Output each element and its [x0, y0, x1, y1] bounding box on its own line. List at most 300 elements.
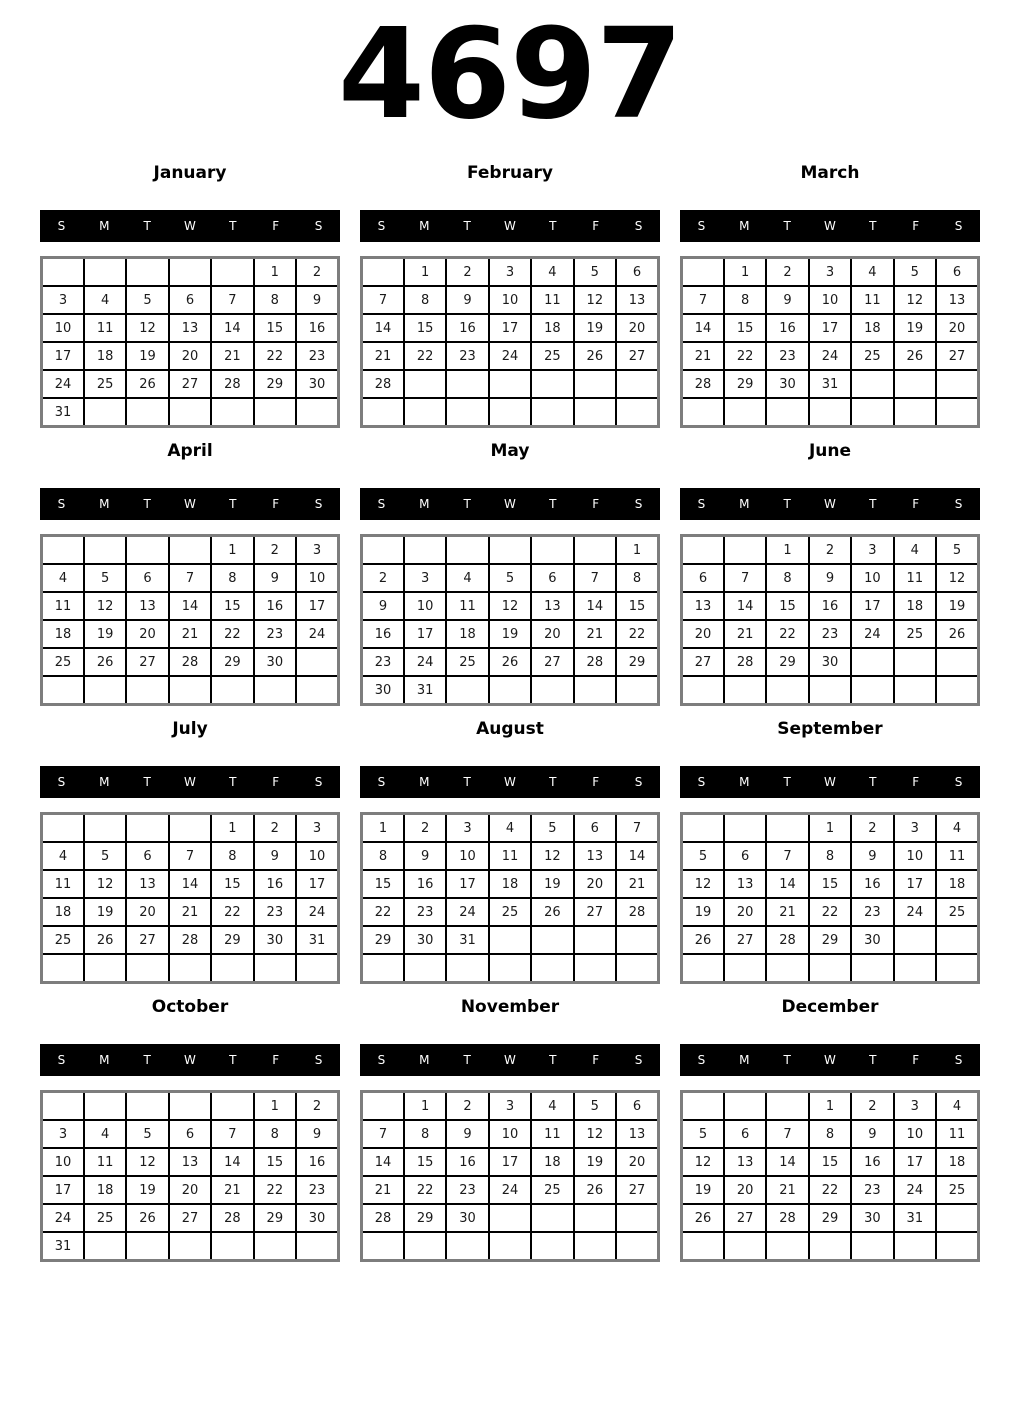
week-row: [42, 814, 339, 843]
day-cell: 7: [169, 564, 211, 592]
day-cell: [894, 648, 936, 676]
day-cell: [211, 258, 253, 287]
day-cell: 12: [682, 1148, 724, 1176]
day-cell: 27: [169, 1204, 211, 1232]
day-cell: 1: [766, 536, 808, 565]
day-cell: 5: [894, 258, 936, 287]
day-cell: 27: [616, 342, 658, 370]
day-cell: 27: [126, 926, 168, 954]
day-cell: 8: [404, 286, 446, 314]
month-days-table: [40, 534, 340, 706]
day-cell: 20: [724, 1176, 766, 1204]
day-cell: 2: [809, 536, 851, 565]
week-row: [362, 926, 659, 954]
week-row: [42, 370, 339, 398]
day-cell: 11: [489, 842, 531, 870]
day-cell: 14: [616, 842, 658, 870]
day-cell: [126, 536, 168, 565]
day-cell: 15: [254, 314, 296, 342]
day-cell: 11: [936, 1120, 978, 1148]
day-cell: 10: [296, 842, 338, 870]
month-title: November: [460, 997, 560, 1017]
week-row: [682, 814, 979, 843]
weekday-label: W: [824, 775, 836, 789]
day-cell: 22: [404, 342, 446, 370]
day-cell: 30: [254, 648, 296, 676]
weekday-label: T: [783, 1053, 791, 1067]
day-cell: 6: [616, 1092, 658, 1121]
day-cell: 14: [574, 592, 616, 620]
week-row: [42, 592, 339, 620]
weekday-label: S: [377, 775, 386, 789]
day-cell: [682, 398, 724, 427]
week-row: [42, 1176, 339, 1204]
weekday-label: T: [229, 497, 237, 511]
day-cell: [894, 676, 936, 705]
weekday-label: S: [634, 1053, 643, 1067]
day-cell: 24: [809, 342, 851, 370]
day-cell: 2: [254, 814, 296, 843]
day-cell: [616, 1204, 658, 1232]
day-cell: 13: [126, 870, 168, 898]
day-cell: 23: [296, 342, 338, 370]
weekday-label: F: [592, 1053, 600, 1067]
day-cell: 6: [126, 842, 168, 870]
day-cell: 28: [574, 648, 616, 676]
month-title: June: [808, 441, 852, 461]
weekday-label: S: [697, 219, 706, 233]
day-cell: 16: [851, 1148, 893, 1176]
day-cell: 14: [169, 592, 211, 620]
day-cell: [851, 676, 893, 705]
week-row: [682, 676, 979, 705]
day-cell: 5: [126, 286, 168, 314]
day-cell: 3: [42, 286, 84, 314]
day-cell: 30: [809, 648, 851, 676]
day-cell: 12: [489, 592, 531, 620]
day-cell: 26: [84, 926, 126, 954]
day-cell: 24: [296, 898, 338, 926]
day-cell: 17: [296, 870, 338, 898]
day-cell: 8: [254, 1120, 296, 1148]
day-cell: [489, 676, 531, 705]
day-cell: 10: [404, 592, 446, 620]
week-row: [682, 1148, 979, 1176]
week-row: [42, 564, 339, 592]
day-cell: 24: [851, 620, 893, 648]
day-cell: [296, 398, 338, 427]
weekday-label: F: [912, 775, 920, 789]
day-cell: [574, 954, 616, 983]
week-row: [682, 954, 979, 983]
day-cell: [489, 398, 531, 427]
day-cell: 7: [616, 814, 658, 843]
month-title: December: [781, 997, 879, 1017]
day-cell: 16: [404, 870, 446, 898]
day-cell: 21: [169, 898, 211, 926]
day-cell: 4: [84, 286, 126, 314]
day-cell: [404, 536, 446, 565]
day-cell: [84, 1232, 126, 1261]
week-row: [362, 898, 659, 926]
day-cell: [531, 676, 573, 705]
day-cell: 10: [809, 286, 851, 314]
weekday-label: T: [783, 775, 791, 789]
day-cell: [531, 954, 573, 983]
day-cell: 14: [169, 870, 211, 898]
day-cell: 9: [404, 842, 446, 870]
week-row: [362, 314, 659, 342]
day-cell: 7: [211, 1120, 253, 1148]
day-cell: 30: [766, 370, 808, 398]
day-cell: [404, 954, 446, 983]
day-cell: 11: [84, 314, 126, 342]
day-cell: 20: [724, 898, 766, 926]
day-cell: 5: [682, 1120, 724, 1148]
week-row: [42, 954, 339, 983]
day-cell: 1: [254, 258, 296, 287]
weekday-label: S: [377, 219, 386, 233]
day-cell: [84, 1092, 126, 1121]
month-days-table: [360, 256, 660, 428]
day-cell: 20: [574, 870, 616, 898]
day-cell: [936, 676, 978, 705]
day-cell: [84, 954, 126, 983]
day-cell: 14: [362, 314, 404, 342]
day-cell: 7: [362, 1120, 404, 1148]
day-cell: 10: [489, 286, 531, 314]
day-cell: 19: [126, 342, 168, 370]
week-row: [42, 1120, 339, 1148]
day-cell: 5: [682, 842, 724, 870]
week-row: [682, 1204, 979, 1232]
day-cell: 25: [531, 342, 573, 370]
day-cell: [766, 1092, 808, 1121]
day-cell: 20: [169, 342, 211, 370]
day-cell: [724, 814, 766, 843]
day-cell: 2: [296, 258, 338, 287]
weekday-label: S: [954, 497, 963, 511]
day-cell: 22: [724, 342, 766, 370]
day-cell: 13: [169, 1148, 211, 1176]
day-cell: 23: [851, 898, 893, 926]
week-row: [42, 926, 339, 954]
day-cell: [446, 370, 488, 398]
weekday-label: F: [592, 775, 600, 789]
day-cell: 4: [84, 1120, 126, 1148]
weekday-label: S: [954, 1053, 963, 1067]
day-cell: 5: [84, 842, 126, 870]
day-cell: 30: [296, 370, 338, 398]
day-cell: 12: [531, 842, 573, 870]
weekday-label: T: [229, 219, 237, 233]
month-days-table: [680, 1090, 980, 1262]
weekday-label: S: [57, 219, 66, 233]
weekday-header-bar: [40, 1044, 340, 1076]
weekday-label: M: [419, 1053, 430, 1067]
day-cell: 1: [362, 814, 404, 843]
day-cell: 21: [682, 342, 724, 370]
day-cell: 6: [936, 258, 978, 287]
day-cell: 1: [809, 814, 851, 843]
day-cell: [489, 926, 531, 954]
day-cell: 23: [254, 898, 296, 926]
day-cell: [84, 398, 126, 427]
month-days-table: [680, 534, 980, 706]
day-cell: 8: [362, 842, 404, 870]
day-cell: [766, 954, 808, 983]
day-cell: [851, 398, 893, 427]
weekday-label: S: [697, 497, 706, 511]
day-cell: 30: [254, 926, 296, 954]
day-cell: 1: [211, 814, 253, 843]
day-cell: 7: [169, 842, 211, 870]
day-cell: 29: [254, 370, 296, 398]
month-days-table: [40, 256, 340, 428]
day-cell: 19: [489, 620, 531, 648]
weekday-label: F: [912, 1053, 920, 1067]
day-cell: [489, 954, 531, 983]
weekday-label: F: [272, 1053, 280, 1067]
day-cell: 21: [362, 342, 404, 370]
day-cell: 5: [84, 564, 126, 592]
day-cell: 5: [126, 1120, 168, 1148]
week-row: [682, 398, 979, 427]
weekday-label: F: [272, 497, 280, 511]
day-cell: 25: [936, 1176, 978, 1204]
weekday-header-bar: [360, 766, 660, 798]
day-cell: 2: [766, 258, 808, 287]
day-cell: 1: [211, 536, 253, 565]
day-cell: [531, 536, 573, 565]
day-cell: 29: [616, 648, 658, 676]
day-cell: [254, 954, 296, 983]
day-cell: 18: [42, 898, 84, 926]
day-cell: 3: [851, 536, 893, 565]
day-cell: 22: [362, 898, 404, 926]
day-cell: [169, 258, 211, 287]
day-cell: 22: [211, 620, 253, 648]
day-cell: [724, 676, 766, 705]
weekday-label: F: [592, 497, 600, 511]
weekday-label: S: [954, 775, 963, 789]
day-cell: 20: [169, 1176, 211, 1204]
day-cell: 28: [724, 648, 766, 676]
day-cell: [489, 1204, 531, 1232]
weekday-label: S: [314, 497, 323, 511]
day-cell: 12: [936, 564, 978, 592]
month-block: [360, 442, 660, 706]
day-cell: 26: [531, 898, 573, 926]
day-cell: [936, 398, 978, 427]
weekday-label: T: [869, 497, 877, 511]
day-cell: 16: [296, 1148, 338, 1176]
week-row: [362, 1204, 659, 1232]
day-cell: 29: [211, 926, 253, 954]
day-cell: 28: [169, 648, 211, 676]
day-cell: [936, 1204, 978, 1232]
month-days-table: [360, 1090, 660, 1262]
month-days-table: [680, 812, 980, 984]
day-cell: [766, 676, 808, 705]
week-row: [362, 870, 659, 898]
day-cell: [724, 1232, 766, 1261]
month-block: [360, 164, 660, 428]
day-cell: 7: [211, 286, 253, 314]
day-cell: 13: [936, 286, 978, 314]
day-cell: [446, 398, 488, 427]
day-cell: [531, 398, 573, 427]
weekday-label: W: [824, 497, 836, 511]
day-cell: 5: [936, 536, 978, 565]
day-cell: 6: [126, 564, 168, 592]
day-cell: 28: [362, 370, 404, 398]
day-cell: 11: [894, 564, 936, 592]
day-cell: 4: [851, 258, 893, 287]
day-cell: 21: [574, 620, 616, 648]
day-cell: [936, 926, 978, 954]
week-row: [682, 286, 979, 314]
week-row: [42, 1148, 339, 1176]
month-block: [360, 720, 660, 984]
day-cell: 28: [766, 926, 808, 954]
weekday-label: S: [314, 1053, 323, 1067]
day-cell: [894, 370, 936, 398]
day-cell: 1: [254, 1092, 296, 1121]
day-cell: 8: [404, 1120, 446, 1148]
day-cell: [211, 954, 253, 983]
day-cell: 29: [766, 648, 808, 676]
week-row: [42, 398, 339, 427]
day-cell: [126, 1232, 168, 1261]
day-cell: [724, 954, 766, 983]
month-block: [40, 998, 340, 1262]
day-cell: 23: [254, 620, 296, 648]
day-cell: 4: [42, 842, 84, 870]
year-title: 4697: [338, 2, 682, 147]
weekday-label: S: [314, 775, 323, 789]
day-cell: 14: [766, 870, 808, 898]
day-cell: 26: [489, 648, 531, 676]
day-cell: [362, 1092, 404, 1121]
day-cell: 27: [616, 1176, 658, 1204]
day-cell: 24: [489, 342, 531, 370]
week-row: [362, 370, 659, 398]
day-cell: 9: [446, 1120, 488, 1148]
weekday-label: S: [634, 775, 643, 789]
month-block: [680, 442, 980, 706]
day-cell: 18: [84, 342, 126, 370]
day-cell: 13: [126, 592, 168, 620]
day-cell: [362, 536, 404, 565]
day-cell: 2: [446, 258, 488, 287]
day-cell: [296, 954, 338, 983]
week-row: [682, 648, 979, 676]
day-cell: 13: [724, 870, 766, 898]
month-days-table: [40, 1090, 340, 1262]
day-cell: 20: [616, 1148, 658, 1176]
day-cell: 11: [531, 286, 573, 314]
day-cell: [254, 676, 296, 705]
day-cell: 19: [531, 870, 573, 898]
weekday-header-bar: [680, 766, 980, 798]
day-cell: 12: [574, 286, 616, 314]
weekday-header-bar: [360, 1044, 660, 1076]
month-title: July: [172, 719, 208, 739]
day-cell: 23: [446, 342, 488, 370]
week-row: [362, 1176, 659, 1204]
week-row: [362, 1148, 659, 1176]
day-cell: [894, 954, 936, 983]
day-cell: 9: [851, 1120, 893, 1148]
day-cell: 10: [489, 1120, 531, 1148]
week-row: [42, 648, 339, 676]
day-cell: 2: [446, 1092, 488, 1121]
day-cell: 11: [84, 1148, 126, 1176]
day-cell: 7: [766, 1120, 808, 1148]
day-cell: 18: [531, 314, 573, 342]
day-cell: 12: [574, 1120, 616, 1148]
week-row: [362, 648, 659, 676]
weekday-label: T: [463, 775, 471, 789]
day-cell: 13: [682, 592, 724, 620]
week-row: [682, 1092, 979, 1121]
weekday-label: W: [184, 219, 196, 233]
weekday-label: W: [184, 775, 196, 789]
day-cell: [809, 398, 851, 427]
week-row: [362, 536, 659, 565]
day-cell: 6: [616, 258, 658, 287]
day-cell: 8: [254, 286, 296, 314]
day-cell: 12: [126, 1148, 168, 1176]
day-cell: [616, 926, 658, 954]
weekday-header-bar: [680, 210, 980, 242]
day-cell: 16: [851, 870, 893, 898]
day-cell: 3: [894, 814, 936, 843]
weekday-label: M: [739, 1053, 750, 1067]
weekday-header-bar: [360, 210, 660, 242]
day-cell: 14: [766, 1148, 808, 1176]
day-cell: 4: [446, 564, 488, 592]
day-cell: 26: [894, 342, 936, 370]
weekday-label: S: [314, 219, 323, 233]
day-cell: [682, 676, 724, 705]
day-cell: 30: [296, 1204, 338, 1232]
weekday-header-bar: [40, 488, 340, 520]
day-cell: 3: [296, 536, 338, 565]
day-cell: 28: [682, 370, 724, 398]
day-cell: [362, 398, 404, 427]
day-cell: [169, 954, 211, 983]
day-cell: 5: [574, 1092, 616, 1121]
weekday-label: T: [143, 219, 151, 233]
day-cell: [616, 398, 658, 427]
day-cell: [84, 536, 126, 565]
day-cell: 10: [851, 564, 893, 592]
day-cell: 11: [42, 870, 84, 898]
day-cell: 22: [616, 620, 658, 648]
day-cell: 31: [809, 370, 851, 398]
day-cell: [616, 1232, 658, 1261]
day-cell: 21: [169, 620, 211, 648]
day-cell: 3: [894, 1092, 936, 1121]
day-cell: 14: [724, 592, 766, 620]
month-title: April: [167, 441, 213, 461]
weekday-label: T: [549, 775, 557, 789]
day-cell: 15: [211, 592, 253, 620]
day-cell: 13: [169, 314, 211, 342]
day-cell: 19: [936, 592, 978, 620]
